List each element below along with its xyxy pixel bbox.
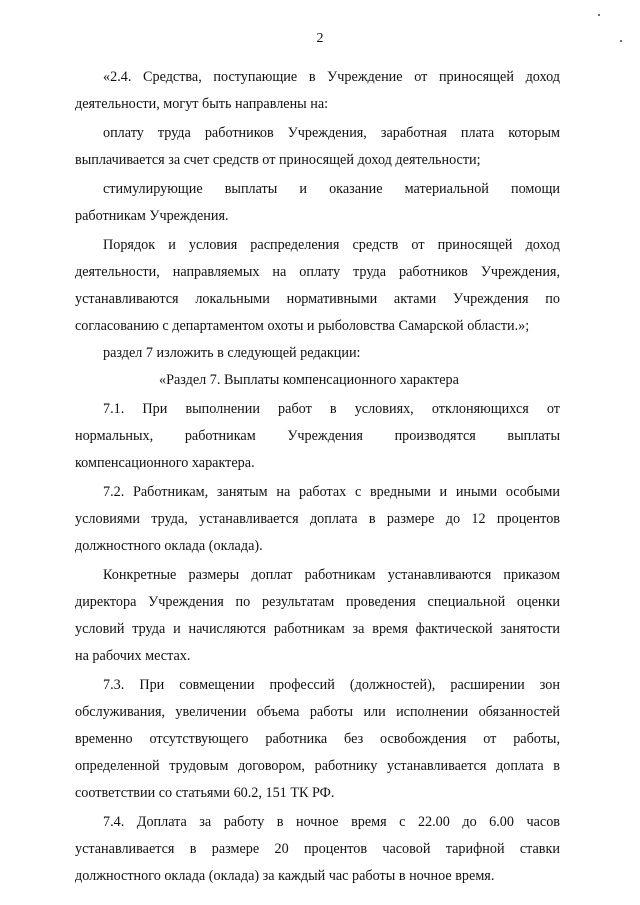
- text-line: должностного оклада (оклада) за каждый час работы в ночное время.: [75, 868, 495, 884]
- text-line: работникам Учреждения.: [75, 208, 229, 224]
- text-line: согласованию с департаментом охоты и рыболовства Самарской области.»;: [75, 318, 530, 334]
- text-line: Порядок и условия распределения средств от приносящей доход: [103, 237, 560, 253]
- document-body: [75, 64, 560, 890]
- text-line: компенсационного характера.: [75, 455, 255, 471]
- text-line: выплачивается за счет средств от приносящей доход деятельности;: [75, 152, 481, 168]
- text-line: должностного оклада (оклада).: [75, 538, 263, 554]
- text-line: соответствии со статьями 60.2, 151 ТК РФ.: [75, 785, 335, 801]
- text-line: раздел 7 изложить в следующей редакции:: [103, 345, 361, 361]
- text-line: условиями труда, устанавливается доплата в размере до 12 процентов: [75, 511, 560, 527]
- text-line: на рабочих местах.: [75, 648, 191, 664]
- text-line: оплату труда работников Учреждения, заработная плата которым: [103, 125, 560, 141]
- text-line: 7.3. При совмещении профессий (должностей), расширении зон: [103, 677, 560, 693]
- text-line: деятельности, могут быть направлены на:: [75, 96, 329, 112]
- text-line: 7.1. При выполнении работ в условиях, отклоняющихся от: [103, 401, 560, 417]
- text-line: нормальных, работникам Учреждения производятся выплаты: [75, 428, 560, 444]
- text-line: 7.2. Работникам, занятым на работах с вредными и иными особыми: [103, 484, 560, 500]
- text-line: директора Учреждения по результатам проведения специальной оценки: [75, 594, 560, 610]
- text-line: временно отсутствующего работника без освобождения от работы,: [75, 731, 560, 747]
- text-line: «2.4. Средства, поступающие в Учреждение от приносящей доход: [103, 69, 560, 85]
- text-line: определенной трудовым договором, работнику устанавливается доплата в: [75, 758, 560, 774]
- text-line: устанавливается в размере 20 процентов часовой тарифной ставки: [75, 841, 560, 857]
- page-number: 2: [316, 31, 324, 46]
- text-line: условий труда и начисляются работникам за время фактической занятости: [75, 621, 560, 637]
- scan-speck: [620, 40, 622, 42]
- text-line: устанавливаются локальными нормативными актами Учреждения по: [75, 291, 560, 307]
- text-line: обслуживания, увеличении объема работы или исполнении обязанностей: [75, 704, 560, 720]
- text-line: деятельности, направляемых на оплату труда работников Учреждения,: [75, 264, 560, 280]
- text-line: стимулирующие выплаты и оказание материальной помощи: [103, 181, 560, 197]
- scan-speck: [598, 14, 600, 16]
- text-line: 7.4. Доплата за работу в ночное время с 22.00 до 6.00 часов: [103, 814, 560, 830]
- text-line: Конкретные размеры доплат работникам устанавливаются приказом: [103, 567, 560, 583]
- text-line: «Раздел 7. Выплаты компенсационного характера: [159, 372, 459, 388]
